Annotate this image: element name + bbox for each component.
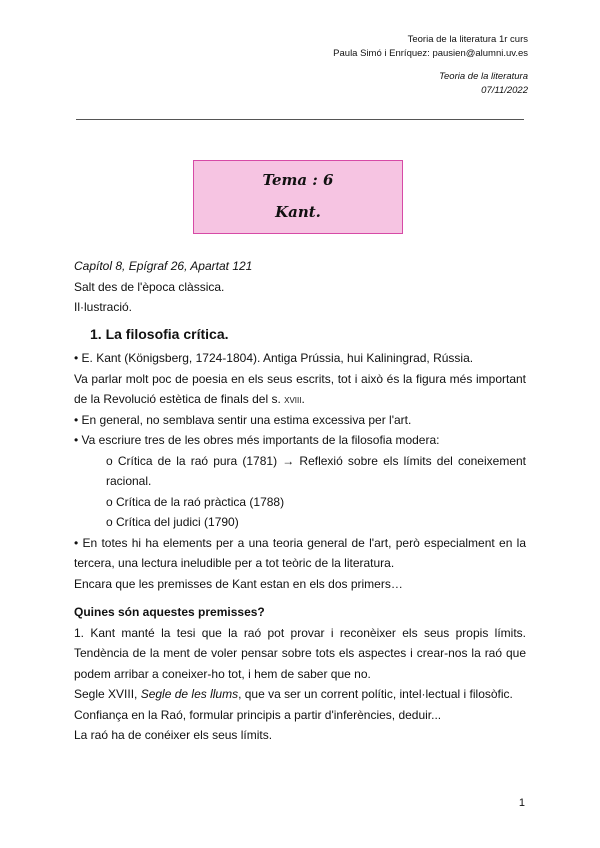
section-heading: 1. La filosofia crítica. xyxy=(90,325,229,342)
header-divider xyxy=(76,119,524,120)
intro-line: Salt des de l'època clàssica. xyxy=(74,279,225,294)
paragraph xyxy=(74,369,526,410)
subject-label: Teoria de la literatura xyxy=(439,71,528,82)
page-number: 1 xyxy=(518,797,525,809)
paragraph: 1. Kant manté la tesi que la raó pot provar i reconèixer els seus propis límits. Tendència de la ment de voler pensar sobre tots els aspectes i crear-nos la raó que podem arribar a coneixer-ho tot, i hem de saber que no. xyxy=(74,625,526,681)
paragraph: • Va escriure tres de les obres més importants de la filosofia modera: xyxy=(74,433,440,447)
document-subheader xyxy=(439,70,528,98)
document-body xyxy=(74,256,526,746)
premises-heading: Quines són aquestes premisses? xyxy=(74,605,265,619)
paragraph xyxy=(74,684,526,705)
paragraph-end: . xyxy=(301,392,305,406)
topic-name: Kant. xyxy=(275,203,321,221)
title-box xyxy=(193,160,403,234)
list-item: o Crítica del judici (1790) xyxy=(106,515,239,529)
paragraph: Encara que les premisses de Kant estan en els dos primers… xyxy=(74,576,403,591)
paragraph: Confiança en la Raó, formular principis a partir d'inferències, deduir... xyxy=(74,707,442,722)
paragraph: • En totes hi ha elements per a una teoria general de l'art, però especialment en la tercera, una lectura ineludible per a tot teòric de la literatura. xyxy=(74,535,526,570)
list-item: o Crítica de la raó pràctica (1788) xyxy=(106,494,285,509)
paragraph: La raó ha de conéixer els seus límits. xyxy=(74,728,273,742)
topic-title: Tema : 6 xyxy=(262,171,334,189)
paragraph-text: , que va ser un corrent polític, intel·lectual i filosòfic. xyxy=(238,687,513,701)
paragraph: • En general, no semblava sentir una estima excessiva per l'art. xyxy=(74,412,412,427)
course-label: Teoria de la literatura 1r curs xyxy=(407,34,528,45)
document-header xyxy=(333,33,528,61)
author-email: Paula Simó i Enríquez: pausien@alumni.uv.es xyxy=(333,48,528,59)
list-item: o Crítica de la raó pura (1781) → Reflexió sobre els límits del coneixement racional. xyxy=(106,453,526,488)
intro-line: Il·lustració. xyxy=(74,300,133,314)
century-numeral: xviii xyxy=(284,392,302,406)
date-label: 07/11/2022 xyxy=(481,85,528,96)
paragraph-text: Segle XVIII, xyxy=(74,687,141,701)
paragraph-text: Va parlar molt poc de poesia en els seus escrits, tot i això és la figura més important de la Revolució estètica de finals del s. xyxy=(74,371,526,406)
chapter-reference: Capítol 8, Epígraf 26, Apartat 121 xyxy=(74,259,253,273)
paragraph: • E. Kant (Königsberg, 1724-1804). Antiga Prússia, hui Kaliningrad, Rússia. xyxy=(74,351,474,365)
emphasis-text: Segle de les llums xyxy=(140,687,239,701)
